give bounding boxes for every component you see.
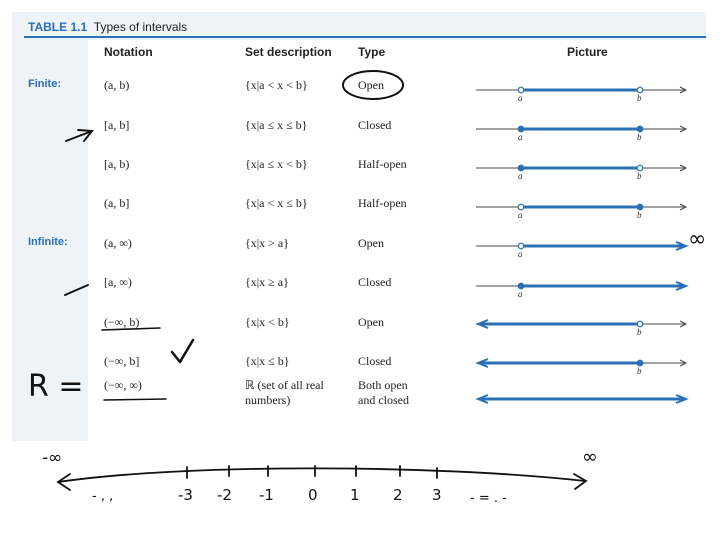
number-line — [58, 466, 586, 490]
endpoint-label-a: a — [518, 210, 523, 220]
notation-cell: (a, b) — [104, 78, 130, 92]
group-label-finite: Finite: — [28, 78, 61, 90]
tick-label: -2 — [217, 486, 232, 504]
neg-infinity-label: -∞ — [42, 448, 63, 468]
notation-cell: [a, b] — [104, 118, 130, 132]
table-number: TABLE 1.1 — [28, 20, 88, 34]
underline-all-reals — [104, 399, 166, 400]
set-description-cell: {x|a ≤ x ≤ b} — [245, 118, 308, 132]
group-label-infinite: Infinite: — [28, 236, 68, 248]
tick-label: -1 — [259, 486, 274, 504]
type-cell: Closed — [358, 354, 392, 368]
endpoint-label-b: b — [637, 327, 642, 337]
type-cell: Closed — [358, 118, 392, 132]
endpoint-label-b: b — [637, 132, 642, 142]
endpoint-label-a: a — [518, 171, 523, 181]
type-cell: Both open — [358, 378, 408, 392]
type-cell: Open — [358, 236, 384, 250]
set-description-cell: numbers) — [245, 393, 291, 407]
dash-mark — [65, 285, 88, 295]
set-description-cell: {x|a < x ≤ b} — [245, 196, 308, 210]
tick-label: 2 — [393, 486, 403, 504]
type-cell: Closed — [358, 275, 392, 289]
left-dots: - , , — [92, 489, 114, 504]
notation-cell: (a, b] — [104, 196, 130, 210]
header-picture: Picture — [567, 45, 608, 59]
type-cell: Open — [358, 78, 384, 92]
endpoint-label-b: b — [637, 210, 642, 220]
set-description-cell: {x|x < b} — [245, 315, 290, 329]
set-description-cell: {x|a ≤ x < b} — [245, 157, 308, 171]
type-cell: and closed — [358, 393, 409, 407]
header-set-description: Set description — [245, 45, 332, 59]
tick-label: 3 — [432, 486, 442, 504]
set-description-cell: {x|x > a} — [245, 236, 290, 250]
notation-cell: (−∞, b) — [104, 315, 140, 329]
circle-around-open — [343, 71, 403, 99]
underline-neg-inf-b — [102, 328, 160, 330]
header-type: Type — [358, 45, 386, 59]
endpoint-label-b: b — [637, 171, 642, 181]
notation-cell: (−∞, b] — [104, 354, 140, 368]
type-cell: Open — [358, 315, 384, 329]
type-cell: Half-open — [358, 196, 407, 210]
r-label: R = — [28, 369, 84, 404]
endpoint-label-a: a — [518, 249, 523, 259]
check-mark — [172, 340, 193, 362]
pos-infinity-label: ∞ — [582, 446, 598, 468]
endpoint-label-b: b — [637, 366, 642, 376]
tick-label: -3 — [178, 486, 193, 504]
set-description-cell: ℝ (set of all real — [245, 378, 324, 392]
notation-cell: (a, ∞) — [104, 236, 132, 250]
set-description-cell: {x|x ≥ a} — [245, 275, 289, 289]
notation-cell: (−∞, ∞) — [104, 378, 142, 392]
right-dots: - = . - — [470, 491, 507, 506]
tick-label: 1 — [350, 486, 360, 504]
endpoint-label-a: a — [518, 289, 523, 299]
notation-cell: [a, ∞) — [104, 275, 132, 289]
tick-label: 0 — [308, 486, 318, 504]
infinity-right-mark: ∞ — [688, 227, 707, 252]
notation-cell: [a, b) — [104, 157, 130, 171]
endpoint-label-a: a — [518, 132, 523, 142]
type-cell: Half-open — [358, 157, 407, 171]
arrow-mark — [66, 130, 92, 141]
endpoint-label-a: a — [518, 93, 523, 103]
set-description-cell: {x|a < x < b} — [245, 78, 308, 92]
endpoint-label-b: b — [637, 93, 642, 103]
table-title-text: Types of intervals — [93, 20, 188, 34]
header-notation: Notation — [104, 45, 153, 59]
set-description-cell: {x|x ≤ b} — [245, 354, 290, 368]
